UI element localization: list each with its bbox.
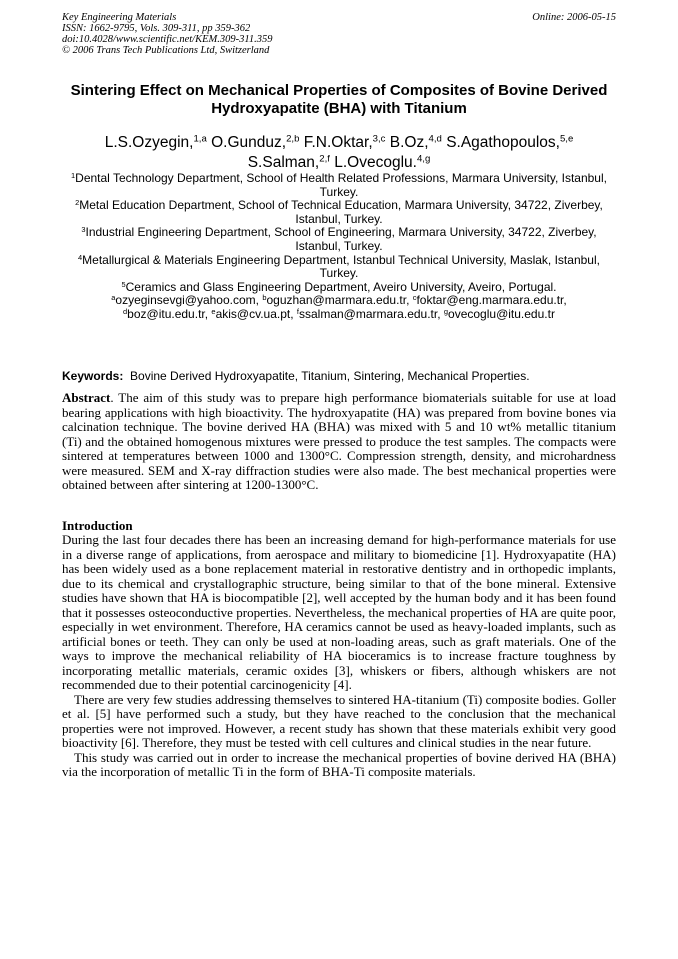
affiliation: $^4$Metallurgical & Materials Engineering Department, Istanbul Technical University, Maslak, Istanbul, Turkey. [78, 252, 600, 281]
journal-header [62, 12, 616, 56]
doi-line: doi:10.4028/www.scientific.net/KEM.309-311.359 [62, 34, 273, 45]
keywords-label: Keywords: [62, 369, 124, 383]
email-link[interactable]: ovecoglu@itu.edu.tr [448, 306, 555, 321]
introduction-body [62, 533, 616, 780]
affiliation: $^1$Dental Technology Department, School of Health Related Professions, Marmara University, Istanbul, Turkey. [71, 170, 607, 199]
paragraph: There are very few studies addressing themselves to sintered HA-titanium (Ti) composite bodies. Goller et al. [5] have performed such a study, but they have reached to the conclusion that the mechanical properties were not improved. However, a recent study has shown that these materials exhibit very good bioactivity [6]. Therefore, they must be tested with cell cultures and clinical studies in the near future. [62, 691, 616, 750]
issn-line: ISSN: 1662-9795, Vols. 309-311, pp 359-362 [62, 23, 251, 34]
email-link[interactable]: ssalman@marmara.edu.tr, [298, 306, 441, 321]
author: L.Ovecoglu.$^{4,g}$ [334, 153, 431, 171]
author: B.Oz,$^{4,d}$ [389, 133, 442, 151]
affiliations [62, 172, 616, 322]
email-list: $^a$ozyeginsevgi@yahoo.com, $^b$oguzhan@marmara.edu.tr, $^c$foktar@eng.marmara.edu.tr, $^d$boz@itu.edu.tr, $^e$akis@cv.ua.pt, $^f$ssalman@marmara.edu.tr, $^g$ovecoglu@itu.edu.tr [111, 293, 567, 321]
email-link[interactable]: foktar@eng.marmara.edu.tr, [416, 293, 567, 308]
abstract [62, 391, 616, 493]
author: S.Salman,$^{2,f}$ [247, 153, 330, 171]
email-link[interactable]: akis@cv.ua.pt, [215, 306, 294, 321]
online-date: Online: 2006-05-15 [532, 12, 616, 23]
affiliation: $^5$Ceramics and Glass Engineering Department, Aveiro University, Aveiro, Portugal. [121, 279, 557, 294]
email-link[interactable]: ozyeginsevgi@yahoo.com, [115, 293, 259, 308]
paper-title: Sintering Effect on Mechanical Properties of Composites of Bovine Derived Hydroxyapatite (BHA) with Titanium [70, 82, 608, 117]
email-link[interactable]: oguzhan@marmara.edu.tr, [266, 293, 410, 308]
section-heading-introduction: Introduction [62, 518, 133, 533]
keywords [62, 369, 616, 383]
author: L.S.Ozyegin,$^{1,a}$ [104, 133, 207, 151]
author: S.Agathopoulos,$^{5,e}$ [446, 133, 574, 151]
copyright-line: © 2006 Trans Tech Publications Ltd, Switzerland [62, 45, 270, 56]
affiliation: $^3$Industrial Engineering Department, School of Engineering, Marmara University, 34722, Ziverbey, Istanbul, Turkey. [81, 225, 597, 253]
author: O.Gunduz,$^{2,b}$ [211, 133, 300, 151]
abstract-text: . The aim of this study was to prepare high performance biomaterials suitable for use at load bearing applications with high bioactivity. The hydroxyapatite (HA) was prepared from bovine bones via calcination technique. The bovine derived HA (BHA) was mixed with 5 and 10 wt% metallic titanium (Ti) and the obtained homogenous mixtures were pressed to produce the test samples. The compacts were sintered at temperatures between 1000 and 1300°C. Compression strength, density, and microhardness were measured. SEM and X-ray diffraction studies were also made. The best mechanical properties were obtained between after sintering at 1200-1300°C. [62, 390, 616, 492]
affiliation: $^2$Metal Education Department, School of Technical Education, Marmara University, 34722, Ziverbey, Istanbul, Turkey. [75, 198, 603, 226]
abstract-label: Abstract [62, 390, 111, 405]
email-link[interactable]: boz@itu.edu.tr, [127, 306, 209, 321]
journal-name: Key Engineering Materials [62, 12, 177, 23]
author: F.N.Oktar,$^{3,c}$ [303, 133, 386, 151]
author-list [62, 133, 616, 173]
paragraph: This study was carried out in order to increase the mechanical properties of bovine derived HA (BHA) via the incorporation of metallic Ti in the form of BHA-Ti composite materials. [62, 749, 616, 779]
keywords-text: Bovine Derived Hydroxyapatite, Titanium, Sintering, Mechanical Properties. [130, 369, 530, 383]
paragraph: During the last four decades there has been an increasing demand for high-performance materials for use in a diverse range of applications, from aerospace and military to biomedicine [1]. Hydroxyapatite (HA) has been widely used as a bone replacement material in restorative dentistry and in orthopedic implants, due to its chemical and crystallographic structure, being similar to that of the bone mineral. Extensive studies have shown that HA is biocompatible [2], well accepted by the human body and it has been found that it possesses osteoconductive properties. Nevertheless, the mechanical properties of HA are quite poor, especially in wet environment. Therefore, HA ceramics cannot be used as heavy-loaded implants, such as artificial bones or teeth. They can only be used at non-loading areas, such as graft materials. One of the ways to improve the mechanical reliability of HA bioceramics is to increase fracture toughness by incorporating metallic materials, ceramic oxides [3], whiskers or fibers, although whiskers are not recommended due to their potential carcinogenicity [4]. [62, 532, 616, 692]
